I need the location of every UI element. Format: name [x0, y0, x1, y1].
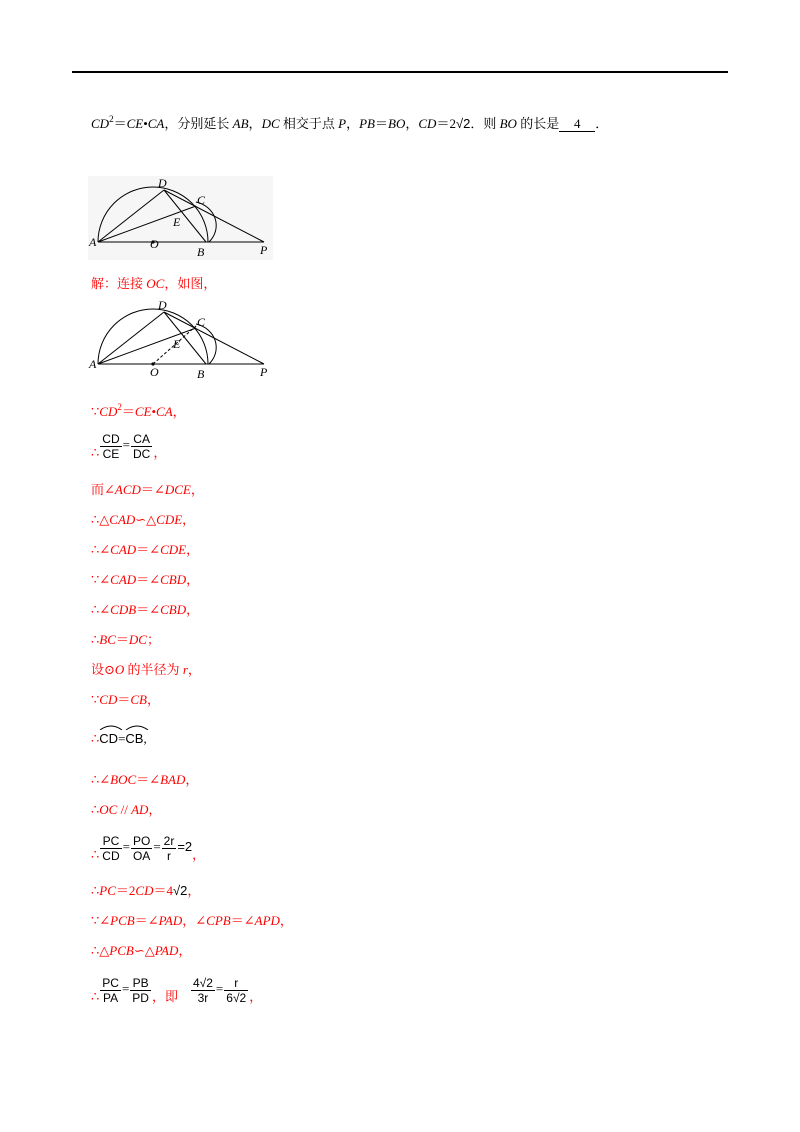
- solution-text: CDB: [110, 602, 137, 617]
- solution-text: CBD: [160, 602, 187, 617]
- solution-text: 的半径为: [124, 662, 183, 677]
- solution-text: ，∠: [182, 913, 207, 928]
- problem-text: DC: [261, 116, 280, 131]
- problem-text: √2: [455, 116, 471, 131]
- solution-text: ∴∠: [91, 772, 111, 787]
- solution-text: PAD: [158, 913, 183, 928]
- solution-text: CD: [99, 692, 118, 707]
- fraction-denominator: 6√2: [226, 990, 247, 1005]
- problem-text: BO: [388, 116, 406, 131]
- solution-text: ，: [146, 692, 160, 707]
- label-B: B: [197, 367, 205, 381]
- solution-text: =: [118, 731, 126, 746]
- solution-text: ，: [187, 883, 201, 898]
- solution-text: ∴: [91, 802, 100, 817]
- problem-text: ，: [248, 116, 262, 131]
- solution-text: CAD: [109, 512, 136, 527]
- problem-text: CE: [126, 116, 144, 131]
- figure-2-svg: [88, 298, 273, 382]
- fraction-denominator: r: [162, 848, 177, 863]
- problem-text: ＝2: [436, 116, 456, 131]
- solution-text: //: [117, 802, 132, 817]
- solution-line-2: [91, 428, 166, 470]
- arc-mark-icon: [99, 724, 123, 730]
- problem-text: ，分别延长: [164, 116, 233, 131]
- problem-text: 2: [109, 114, 114, 124]
- solution-text: ＝4: [153, 883, 173, 898]
- solution-text: AD: [131, 802, 149, 817]
- label-A: A: [89, 357, 97, 371]
- solution-text: DCE: [164, 482, 191, 497]
- solution-text: BC: [99, 632, 116, 647]
- solution-line-13: [91, 801, 161, 819]
- solution-text: ∴∠: [91, 602, 111, 617]
- solution-text: =: [215, 981, 224, 996]
- label-E: E: [173, 337, 181, 351]
- label-O: O: [150, 237, 159, 251]
- solution-line-15: [91, 882, 200, 900]
- problem-text: 相交于点: [279, 116, 339, 131]
- problem-text: PB: [359, 116, 375, 131]
- solution-text: ∴: [91, 883, 100, 898]
- solution-text: 而∠: [91, 482, 115, 497]
- solution-text: ACD: [114, 482, 141, 497]
- solution-text: ，: [186, 542, 200, 557]
- solution-text: ＝∠: [136, 602, 161, 617]
- geometry-figure-1: [88, 176, 273, 265]
- solution-text: BAD: [160, 772, 186, 787]
- fraction-denominator: PA: [100, 990, 121, 1005]
- figure-1-svg: [88, 176, 273, 260]
- solution-text: ∽△: [135, 512, 157, 527]
- solution-text: =: [121, 981, 130, 996]
- solution-text: ，: [279, 913, 293, 928]
- solution-text: ∴∠: [91, 542, 111, 557]
- solution-text: ∽△: [133, 943, 155, 958]
- fraction-numerator: CA: [133, 431, 150, 446]
- solution-text: ＝: [115, 632, 129, 647]
- label-B: B: [197, 245, 205, 259]
- fraction-numerator: PC: [102, 833, 120, 848]
- problem-text: •: [143, 116, 148, 131]
- solution-text: CB: [125, 731, 144, 746]
- fraction: [100, 432, 121, 461]
- geometry-figure-2: [88, 298, 273, 387]
- solution-text: CD: [99, 404, 118, 419]
- solution-line-4: [91, 511, 195, 529]
- solution-text: ∴△: [91, 512, 110, 527]
- solution-text: DC: [128, 632, 147, 647]
- problem-text: ＝: [113, 116, 127, 131]
- solution-text: ∵∠: [91, 572, 111, 587]
- solution-text: O: [114, 662, 125, 677]
- solution-text: CA: [156, 404, 173, 419]
- problem-statement: [91, 110, 608, 133]
- solution-text: ，: [172, 404, 186, 419]
- problem-text: AB: [232, 116, 249, 131]
- label-A: A: [89, 235, 97, 249]
- solution-line-9: [91, 661, 201, 679]
- label-O: O: [150, 365, 159, 379]
- solution-text: ，: [249, 989, 263, 1004]
- fraction-denominator: CD: [102, 848, 120, 863]
- solution-text: ＝2: [115, 883, 136, 898]
- solution-text: CB: [130, 692, 147, 707]
- solution-text: ∴: [91, 989, 100, 1004]
- solution-text: 2: [117, 402, 122, 412]
- fraction-numerator: 2r: [163, 833, 175, 848]
- solution-text: ＝∠: [136, 542, 161, 557]
- fraction-numerator: PB: [132, 975, 149, 990]
- problem-text: CD: [418, 116, 437, 131]
- solution-text: ，如图，: [164, 276, 217, 291]
- solution-text: ，: [148, 802, 162, 817]
- solution-text: APD: [254, 913, 280, 928]
- solution-text: =2: [177, 839, 193, 854]
- solution-text: 设⊙: [91, 662, 115, 677]
- solution-intro: [91, 275, 216, 293]
- answer-blank: 4: [559, 117, 595, 132]
- solution-text: ，: [192, 847, 206, 862]
- solution-text: ，: [186, 602, 200, 617]
- solution-text: ＝∠: [136, 772, 161, 787]
- label-E: E: [173, 215, 181, 229]
- solution-text: CBD: [160, 572, 187, 587]
- solution-text: ，即: [151, 989, 178, 1004]
- solution-line-1: [91, 398, 186, 421]
- fraction-denominator: 3r: [191, 990, 215, 1005]
- solution-line-5: [91, 541, 199, 559]
- problem-text: CA: [147, 116, 165, 131]
- solution-text: CAD: [110, 572, 137, 587]
- solution-text: =: [122, 437, 130, 452]
- solution-line-8: [91, 631, 160, 649]
- fraction-numerator: r: [234, 975, 239, 990]
- fraction: [224, 976, 248, 1005]
- arc-cb: [125, 724, 143, 754]
- fraction-denominator: OA: [132, 848, 151, 863]
- fraction-denominator: CE: [100, 446, 121, 461]
- label-C: C: [197, 315, 206, 329]
- fraction: [131, 834, 152, 863]
- fraction: [100, 976, 121, 1005]
- solution-line-6: [91, 571, 199, 589]
- label-D: D: [158, 298, 167, 312]
- solution-text: ，: [186, 572, 200, 587]
- label-P: P: [260, 365, 268, 379]
- solution-text: =: [122, 839, 130, 854]
- label-C: C: [197, 193, 206, 207]
- problem-text: 的长是: [516, 116, 560, 131]
- fraction: [130, 976, 151, 1005]
- solution-text: CAD: [110, 542, 137, 557]
- fraction-numerator: 4√2: [192, 975, 213, 990]
- solution-text: ＝∠: [140, 482, 165, 497]
- solution-line-11: [91, 724, 147, 754]
- solution-text: CD: [99, 731, 119, 746]
- solution-text: ∴: [91, 847, 100, 862]
- fraction: [191, 976, 215, 1005]
- fraction: [131, 432, 152, 461]
- solution-text: ，: [187, 662, 201, 677]
- solution-text: ∵: [91, 692, 100, 707]
- fraction-denominator: DC: [132, 446, 151, 461]
- solution-text: ，: [185, 772, 199, 787]
- solution-text: CD: [135, 883, 154, 898]
- solution-text: 解：连接: [91, 276, 147, 291]
- solution-text: PC: [99, 883, 116, 898]
- solution-line-14: [91, 830, 205, 872]
- solution-text: OC: [99, 802, 118, 817]
- solution-text: PCB: [110, 913, 135, 928]
- solution-text: ，: [178, 943, 192, 958]
- problem-text: CD: [91, 116, 110, 131]
- solution-line-17: [91, 942, 191, 960]
- problem-text: ，: [346, 116, 360, 131]
- solution-text: ∴: [91, 731, 100, 746]
- fraction: [162, 834, 177, 863]
- solution-text: ，: [182, 512, 196, 527]
- solution-text: OC: [146, 276, 165, 291]
- problem-text: ，: [405, 116, 419, 131]
- solution-text: ，: [153, 445, 167, 460]
- problem-text: ．则: [470, 116, 500, 131]
- solution-text: CDE: [156, 512, 183, 527]
- solution-text: ＝: [121, 404, 135, 419]
- solution-text: ∴: [91, 445, 100, 460]
- solution-text: ∴△: [91, 943, 110, 958]
- solution-text: CPB: [206, 913, 231, 928]
- solution-text: ∵: [91, 404, 100, 419]
- solution-text: ＝: [117, 692, 131, 707]
- solution-text: BOC: [110, 772, 137, 787]
- header-rule: [72, 71, 728, 73]
- solution-text: ＝∠: [136, 572, 161, 587]
- solution-text: •: [151, 404, 157, 419]
- solution-line-12: [91, 771, 198, 789]
- problem-text: ＝: [375, 116, 389, 131]
- fraction-denominator: PD: [132, 990, 149, 1005]
- solution-text: √2: [173, 883, 188, 898]
- solution-text: r: [182, 662, 188, 677]
- label-P: P: [260, 243, 268, 257]
- solution-text: =: [153, 839, 161, 854]
- label-D: D: [158, 176, 167, 190]
- solution-line-16: [91, 912, 293, 930]
- solution-text: ∴: [91, 632, 100, 647]
- fraction-numerator: PO: [132, 833, 151, 848]
- arc-cd: [99, 724, 118, 754]
- solution-text: ∵∠: [91, 913, 111, 928]
- problem-text: P: [338, 116, 347, 131]
- solution-line-18: [91, 971, 262, 1015]
- solution-text: ＝∠: [134, 913, 159, 928]
- solution-line-3: [91, 481, 204, 499]
- solution-text: PAD: [154, 943, 179, 958]
- solution-line-10: [91, 691, 160, 709]
- fraction: [100, 834, 121, 863]
- fraction-numerator: CD: [102, 431, 120, 446]
- fraction-numerator: PC: [102, 975, 119, 990]
- solution-text: CDE: [160, 542, 187, 557]
- solution-text: ，: [190, 482, 204, 497]
- problem-text: ．: [595, 116, 609, 131]
- solution-line-7: [91, 601, 199, 619]
- solution-text: PCB: [109, 943, 134, 958]
- solution-text: ,: [143, 731, 147, 746]
- solution-text: CE: [134, 404, 152, 419]
- solution-text: ；: [146, 632, 160, 647]
- problem-text: BO: [499, 116, 517, 131]
- solution-text: ＝∠: [230, 913, 255, 928]
- arc-mark-icon: [125, 724, 149, 730]
